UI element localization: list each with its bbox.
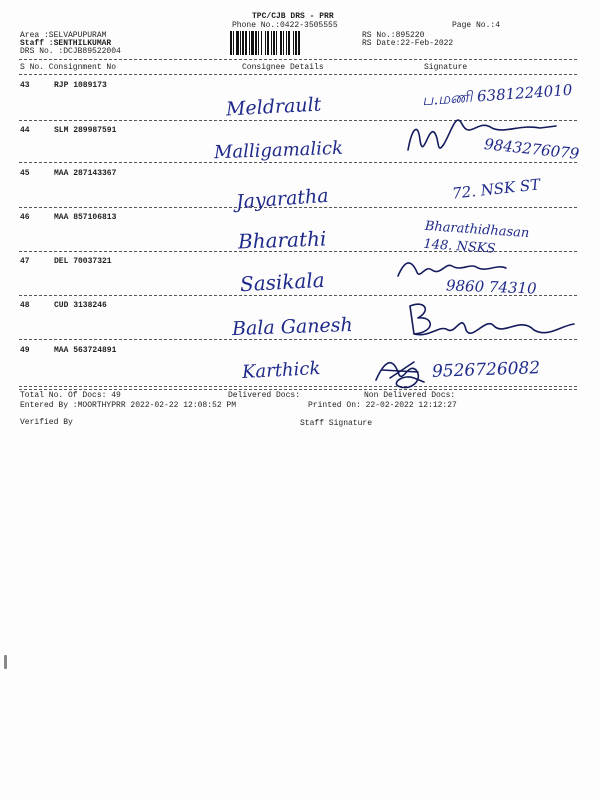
row-sno: 43 bbox=[20, 81, 30, 90]
row-sno: 45 bbox=[20, 169, 30, 178]
signature-mark bbox=[382, 362, 418, 378]
handwritten-consignee: Bala Ganesh bbox=[231, 313, 354, 341]
column-header-signature: Signature bbox=[424, 63, 468, 72]
rs-date: RS Date:22-Feb-2022 bbox=[362, 39, 454, 48]
verified-by: Verified By bbox=[20, 418, 73, 427]
row-consignment: DEL 70037321 bbox=[54, 257, 112, 266]
signature-mark bbox=[398, 263, 506, 276]
handwritten-signature-note: 9843276079 bbox=[483, 135, 581, 163]
scan-speck bbox=[4, 655, 7, 669]
document-title: TPC/CJB DRS - PRR bbox=[252, 12, 334, 21]
row-consignment: RJP 1089173 bbox=[54, 81, 107, 90]
row-consignment: MAA 287143367 bbox=[54, 169, 117, 178]
handwritten-consignee: Meldrault bbox=[225, 93, 322, 121]
row-divider bbox=[19, 339, 577, 340]
row-sno: 47 bbox=[20, 257, 30, 266]
drs-number: DRS No. :DCJB89522004 bbox=[20, 47, 121, 56]
column-header-consignee: Consignee Details bbox=[242, 63, 324, 72]
row-sno: 44 bbox=[20, 126, 30, 135]
handwritten-signature-note: 72. NSK ST bbox=[451, 175, 541, 203]
area-label: Area :SELVAPUPURAM bbox=[20, 31, 107, 40]
handwritten-consignee: Bharathi bbox=[237, 226, 327, 254]
row-sno: 48 bbox=[20, 301, 30, 310]
row-divider bbox=[19, 386, 577, 387]
handwritten-consignee: Sasikala bbox=[239, 267, 326, 297]
rs-number: RS No.:895220 bbox=[362, 31, 425, 40]
column-divider bbox=[19, 74, 577, 75]
handwritten-signature-note: 9526726082 bbox=[431, 358, 541, 382]
row-divider bbox=[19, 162, 577, 163]
row-divider bbox=[19, 120, 577, 121]
column-header-sno-consignment: S No. Consignment No bbox=[20, 63, 117, 72]
row-consignment: SLM 289987591 bbox=[54, 126, 117, 135]
signature-mark bbox=[376, 363, 424, 388]
total-docs: Total No. Of Docs: 49 bbox=[20, 391, 121, 400]
footer-divider bbox=[19, 389, 577, 390]
row-sno: 46 bbox=[20, 213, 30, 222]
entered-by: Entered By :MOORTHYPRR 2022-02-22 12:08:52 PM bbox=[20, 401, 237, 410]
barcode bbox=[230, 31, 354, 55]
handwritten-signature-note: ப.மணி 6381224010 bbox=[421, 80, 573, 110]
row-sno: 49 bbox=[20, 346, 30, 355]
handwritten-consignee: Karthick bbox=[241, 357, 321, 384]
handwritten-signature-note: 9860 74310 bbox=[445, 276, 537, 298]
non-delivered-docs: Non Delivered Docs: bbox=[364, 391, 456, 400]
phone-number: Phone No.:0422-3505555 bbox=[232, 21, 338, 30]
page-number: Page No.:4 bbox=[452, 21, 501, 30]
handwritten-consignee: Malligamalick bbox=[213, 137, 344, 164]
barcode-bar bbox=[298, 31, 300, 55]
signature-mark bbox=[410, 304, 574, 335]
staff-signature: Staff Signature bbox=[300, 419, 373, 428]
row-consignment: MAA 857106813 bbox=[54, 213, 117, 222]
printed-on: Printed On: 22-02-2022 12:12:27 bbox=[308, 401, 457, 410]
handwritten-signature-note: Bharathidhasan 148. NSKS bbox=[423, 218, 530, 257]
handwritten-consignee: Jayaratha bbox=[235, 184, 330, 214]
row-consignment: CUD 3138246 bbox=[54, 301, 107, 310]
delivered-docs: Delivered Docs: bbox=[228, 391, 301, 400]
row-consignment: MAA 563724891 bbox=[54, 346, 117, 355]
header-divider bbox=[19, 59, 577, 60]
staff-label: Staff :SENTHILKUMAR bbox=[20, 39, 112, 48]
